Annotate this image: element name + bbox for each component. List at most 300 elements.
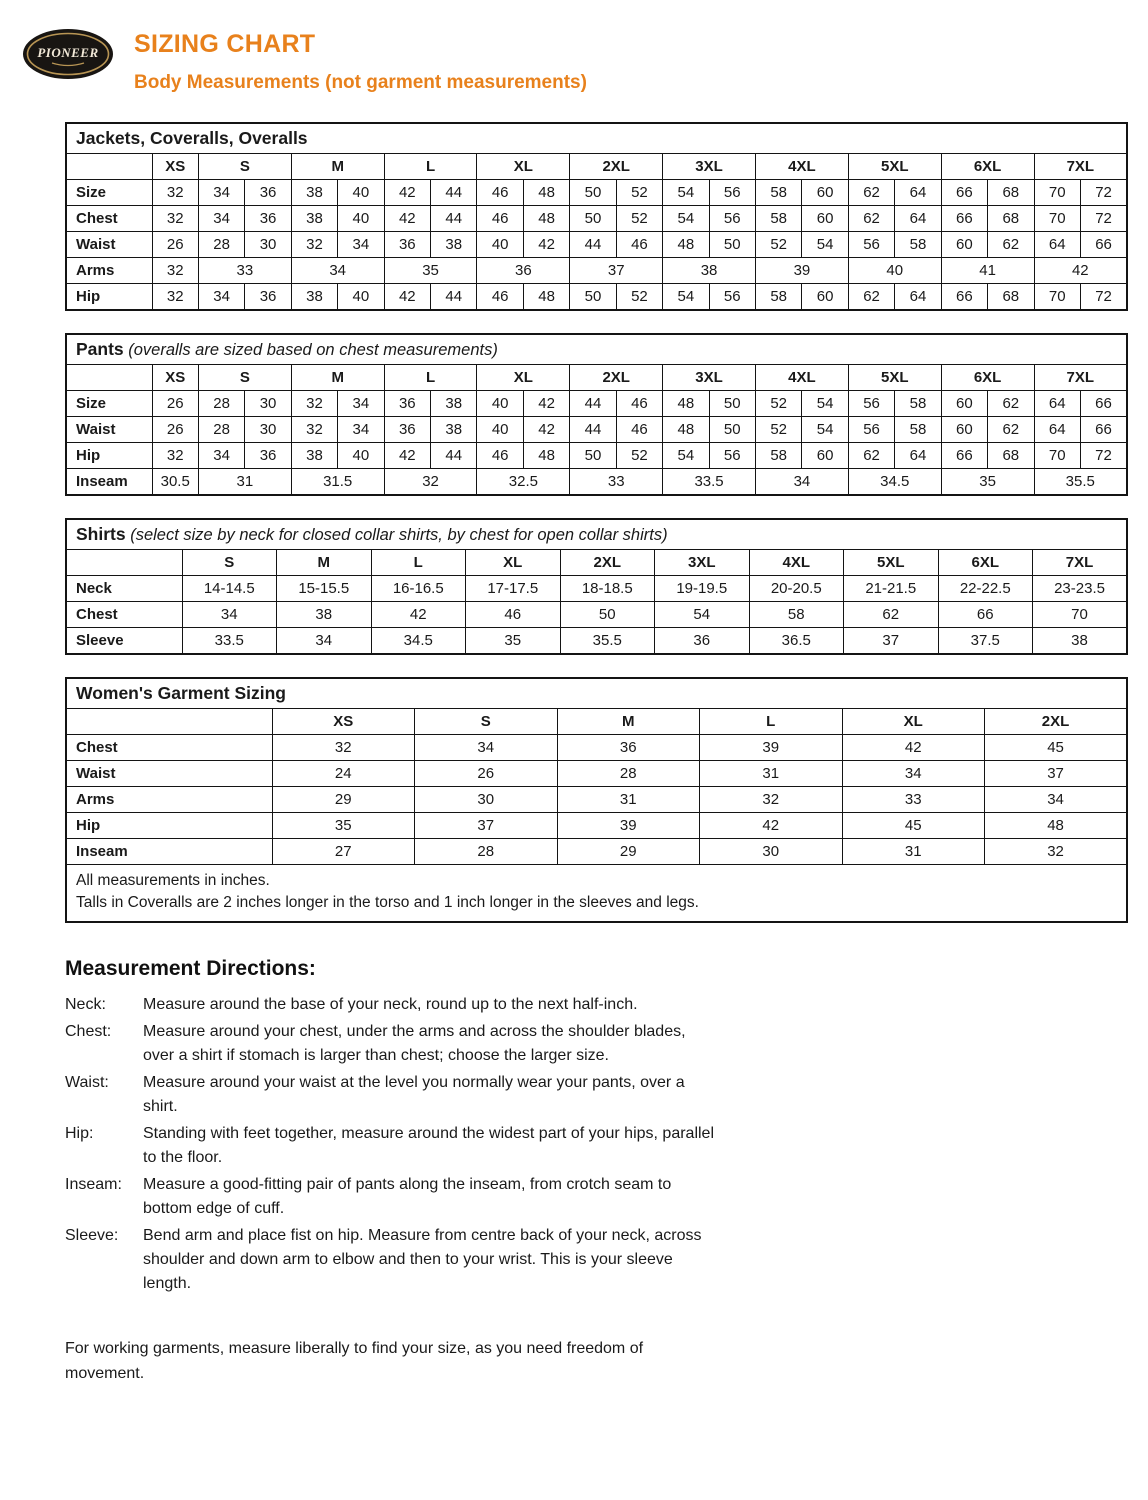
measurement-cell: 56 — [848, 391, 894, 417]
measurement-cell: 31 — [557, 787, 700, 813]
measurement-cell: 48 — [523, 180, 569, 206]
measurement-cell: 70 — [1034, 443, 1080, 469]
measurement-cell: 23-23.5 — [1033, 576, 1128, 602]
measurement-cell: 42 — [700, 813, 843, 839]
measurement-cell: 32 — [152, 258, 198, 284]
size-column-header: M — [291, 154, 384, 180]
measurement-cell: 38 — [291, 443, 337, 469]
measurement-cell: 30.5 — [152, 469, 198, 496]
measurement-cell: 68 — [988, 180, 1034, 206]
row-label: Sleeve — [66, 628, 182, 655]
measurement-cell: 50 — [709, 417, 755, 443]
measurement-cell: 46 — [616, 417, 662, 443]
measurement-cell: 40 — [477, 417, 523, 443]
row-label: Size — [66, 180, 152, 206]
row-label: Waist — [66, 232, 152, 258]
measurement-cell: 48 — [523, 284, 569, 311]
direction-text: Measure a good-fitting pair of pants along the inseam, from crotch seam to bottom edge of cuff. — [143, 1176, 672, 1217]
measurement-cell: 30 — [415, 787, 558, 813]
measurement-cell: 68 — [988, 284, 1034, 311]
measurement-cell: 64 — [895, 443, 941, 469]
corner-cell — [66, 709, 272, 735]
table-title-text: Pants — [76, 339, 124, 359]
measurement-cell: 64 — [895, 206, 941, 232]
measurement-cell: 32.5 — [477, 469, 570, 496]
measurement-cell: 70 — [1033, 602, 1128, 628]
measurement-cell: 32 — [700, 787, 843, 813]
measurement-cell: 32 — [384, 469, 477, 496]
size-column-header: 4XL — [755, 365, 848, 391]
size-column-header: 3XL — [655, 550, 750, 576]
pants-table — [65, 333, 1128, 496]
size-column-header: 7XL — [1034, 365, 1127, 391]
measurement-cell: 36 — [245, 284, 291, 311]
row-label: Chest — [66, 735, 272, 761]
measurement-cell: 50 — [570, 206, 616, 232]
table-footnote-line: Talls in Coveralls are 2 inches longer in the torso and 1 inch longer in the sleeves and legs. — [76, 894, 699, 911]
measurement-cell: 39 — [755, 258, 848, 284]
direction-term: Waist: — [65, 1074, 109, 1091]
measurement-cell: 68 — [988, 443, 1034, 469]
measurement-cell: 66 — [1080, 417, 1127, 443]
measurement-cell: 60 — [941, 391, 987, 417]
direction-text: Standing with feet together, measure around the widest part of your hips, parallel to the floor. — [143, 1125, 715, 1166]
measurement-cell: 36 — [245, 443, 291, 469]
measurement-cell: 35.5 — [1034, 469, 1127, 496]
size-column-header: S — [198, 365, 291, 391]
row-label: Waist — [66, 417, 152, 443]
corner-cell — [66, 550, 182, 576]
size-column-header: S — [198, 154, 291, 180]
size-column-header: S — [182, 550, 277, 576]
row-label: Hip — [66, 813, 272, 839]
table-title-text: Jackets, Coveralls, Overalls — [76, 128, 308, 148]
measurement-cell: 37 — [844, 628, 939, 655]
size-column-header: 3XL — [663, 365, 756, 391]
measurement-cell: 30 — [245, 417, 291, 443]
measurement-cell: 66 — [941, 180, 987, 206]
measurement-cell: 70 — [1034, 284, 1080, 311]
table-title — [66, 519, 1127, 550]
measurement-cell: 32 — [152, 443, 198, 469]
logo-text: PIONEER — [37, 45, 99, 60]
size-column-header: XS — [152, 154, 198, 180]
measurement-cell: 35 — [941, 469, 1034, 496]
measurement-cell: 70 — [1034, 180, 1080, 206]
measurement-cell: 54 — [663, 284, 709, 311]
size-column-header: L — [384, 154, 477, 180]
measurement-cell: 33 — [198, 258, 291, 284]
measurement-cell: 31.5 — [291, 469, 384, 496]
shirts-table — [65, 518, 1128, 655]
measurement-cell: 28 — [198, 391, 244, 417]
measurement-cell: 50 — [560, 602, 655, 628]
measurement-cell: 46 — [477, 443, 523, 469]
measurement-cell: 34 — [985, 787, 1128, 813]
row-label: Arms — [66, 258, 152, 284]
measurement-cell: 52 — [755, 391, 801, 417]
measurement-cell: 19-19.5 — [655, 576, 750, 602]
measurement-cell: 34 — [338, 391, 384, 417]
measurement-cell: 30 — [245, 232, 291, 258]
measurement-cell: 40 — [477, 232, 523, 258]
table-title — [66, 123, 1127, 154]
measurement-cell: 40 — [848, 258, 941, 284]
measurement-cell: 48 — [523, 443, 569, 469]
measurement-cell: 46 — [477, 180, 523, 206]
womens-garment-sizing-table — [65, 677, 1128, 923]
measurement-cell: 45 — [842, 813, 985, 839]
size-column-header: 6XL — [938, 550, 1033, 576]
measurement-cell: 56 — [709, 443, 755, 469]
measurement-cell: 36 — [477, 258, 570, 284]
measurement-cell: 48 — [523, 206, 569, 232]
measurement-cell: 32 — [291, 391, 337, 417]
corner-cell — [66, 365, 152, 391]
measurement-cell: 20-20.5 — [749, 576, 844, 602]
measurement-cell: 22-22.5 — [938, 576, 1033, 602]
measurement-cell: 62 — [844, 602, 939, 628]
measurement-cell: 58 — [895, 417, 941, 443]
size-column-header: 5XL — [844, 550, 939, 576]
measurement-cell: 62 — [848, 180, 894, 206]
measurement-cell: 58 — [755, 206, 801, 232]
measurement-cell: 38 — [431, 232, 477, 258]
measurement-cell: 37 — [570, 258, 663, 284]
measurement-cell: 54 — [802, 391, 848, 417]
measurement-cell: 27 — [272, 839, 415, 865]
size-column-header: 4XL — [749, 550, 844, 576]
measurement-cell: 32 — [272, 735, 415, 761]
measurement-cell: 56 — [709, 180, 755, 206]
measurement-cell: 60 — [802, 284, 848, 311]
size-column-header: 4XL — [755, 154, 848, 180]
measurement-cell: 29 — [557, 839, 700, 865]
measurement-cell: 52 — [755, 417, 801, 443]
measurement-cell: 34 — [198, 443, 244, 469]
measurement-cell: 32 — [291, 232, 337, 258]
size-column-header: M — [291, 365, 384, 391]
measurement-cell: 26 — [152, 417, 198, 443]
measurement-cell: 32 — [985, 839, 1128, 865]
measurement-cell: 34 — [338, 232, 384, 258]
table-title-text: Women's Garment Sizing — [76, 683, 286, 703]
measurement-cell: 38 — [1033, 628, 1128, 655]
measurement-cell: 39 — [557, 813, 700, 839]
measurement-cell: 42 — [523, 391, 569, 417]
measurement-cell: 46 — [477, 284, 523, 311]
measurement-cell: 62 — [848, 206, 894, 232]
measurement-cell: 42 — [1034, 258, 1127, 284]
direction-item — [65, 1173, 1126, 1221]
table-title-text: Shirts — [76, 524, 126, 544]
size-column-header: 3XL — [663, 154, 756, 180]
direction-text: Bend arm and place fist on hip. Measure from centre back of your neck, across shoulder and down arm to elbow and then to your wrist. This is your sleeve length. — [143, 1227, 702, 1292]
size-column-header: 2XL — [560, 550, 655, 576]
direction-item — [65, 1224, 1126, 1296]
measurement-cell: 33 — [842, 787, 985, 813]
measurement-cell: 34 — [842, 761, 985, 787]
measurement-cell: 34.5 — [848, 469, 941, 496]
measurement-cell: 30 — [245, 391, 291, 417]
row-label: Inseam — [66, 469, 152, 496]
row-label: Hip — [66, 443, 152, 469]
size-column-header: S — [415, 709, 558, 735]
size-column-header: 2XL — [985, 709, 1128, 735]
measurement-cell: 31 — [700, 761, 843, 787]
measurement-cell: 14-14.5 — [182, 576, 277, 602]
measurement-cell: 31 — [842, 839, 985, 865]
measurement-cell: 58 — [749, 602, 844, 628]
measurement-cell: 52 — [616, 206, 662, 232]
measurement-cell: 50 — [709, 232, 755, 258]
measurement-cell: 54 — [802, 232, 848, 258]
measurement-cell: 34 — [755, 469, 848, 496]
measurement-cell: 54 — [663, 180, 709, 206]
size-column-header: 5XL — [848, 154, 941, 180]
measurement-cell: 72 — [1080, 284, 1127, 311]
measurement-cell: 48 — [663, 391, 709, 417]
measurement-cell: 46 — [466, 602, 561, 628]
measurement-cell: 66 — [1080, 232, 1127, 258]
measurement-cell: 38 — [291, 206, 337, 232]
row-label: Waist — [66, 761, 272, 787]
measurement-cell: 16-16.5 — [371, 576, 466, 602]
size-column-header: M — [557, 709, 700, 735]
measurement-cell: 64 — [895, 180, 941, 206]
measurement-cell: 38 — [277, 602, 372, 628]
measurement-cell: 46 — [616, 391, 662, 417]
direction-term: Hip: — [65, 1125, 94, 1142]
measurement-cell: 40 — [477, 391, 523, 417]
measurement-cell: 58 — [895, 232, 941, 258]
measurement-cell: 45 — [985, 735, 1128, 761]
measurement-cell: 33 — [570, 469, 663, 496]
measurement-cell: 50 — [570, 284, 616, 311]
measurement-cell: 28 — [198, 417, 244, 443]
measurement-directions-section — [65, 957, 1126, 1386]
measurement-cell: 64 — [895, 284, 941, 311]
measurement-cell: 26 — [152, 232, 198, 258]
measurement-cell: 42 — [384, 443, 430, 469]
measurement-cell: 48 — [663, 417, 709, 443]
measurement-cell: 44 — [431, 180, 477, 206]
size-column-header: 7XL — [1034, 154, 1127, 180]
measurement-cell: 40 — [338, 443, 384, 469]
row-label: Inseam — [66, 839, 272, 865]
measurement-cell: 34 — [415, 735, 558, 761]
measurement-cell: 66 — [938, 602, 1033, 628]
size-column-header: L — [384, 365, 477, 391]
measurement-cell: 34 — [182, 602, 277, 628]
measurement-cell: 33.5 — [182, 628, 277, 655]
measurement-cell: 38 — [291, 180, 337, 206]
measurement-cell: 34 — [338, 417, 384, 443]
direction-text: Measure around the base of your neck, round up to the next half-inch. — [143, 996, 638, 1013]
table-title-note: (select size by neck for closed collar shirts, by chest for open collar shirts) — [125, 526, 668, 544]
row-label: Arms — [66, 787, 272, 813]
measurement-cell: 54 — [663, 206, 709, 232]
measurement-cell: 50 — [709, 391, 755, 417]
size-column-header: XS — [152, 365, 198, 391]
measurement-cell: 40 — [338, 206, 384, 232]
measurement-cell: 32 — [152, 206, 198, 232]
row-label: Hip — [66, 284, 152, 311]
table-footnote — [66, 865, 1127, 923]
measurement-cell: 58 — [895, 391, 941, 417]
size-column-header: 7XL — [1033, 550, 1128, 576]
measurement-cell: 56 — [848, 417, 894, 443]
measurement-cell: 15-15.5 — [277, 576, 372, 602]
measurement-cell: 56 — [848, 232, 894, 258]
measurement-cell: 30 — [700, 839, 843, 865]
measurement-cell: 26 — [152, 391, 198, 417]
table-title-note: (overalls are sized based on chest measurements) — [123, 341, 498, 359]
measurement-cell: 17-17.5 — [466, 576, 561, 602]
size-column-header: 5XL — [848, 365, 941, 391]
measurement-cell: 34 — [277, 628, 372, 655]
measurement-cell: 36 — [384, 232, 430, 258]
measurement-cell: 58 — [755, 180, 801, 206]
measurement-cell: 66 — [941, 284, 987, 311]
measurement-cell: 38 — [431, 391, 477, 417]
measurement-cell: 38 — [291, 284, 337, 311]
measurement-cell: 62 — [848, 284, 894, 311]
measurement-cell: 52 — [616, 443, 662, 469]
measurement-cell: 42 — [842, 735, 985, 761]
measurement-cell: 68 — [988, 206, 1034, 232]
measurement-cell: 35 — [466, 628, 561, 655]
measurement-cell: 58 — [755, 443, 801, 469]
measurement-cell: 44 — [570, 391, 616, 417]
measurement-cell: 56 — [709, 206, 755, 232]
measurement-cell: 70 — [1034, 206, 1080, 232]
table-footnote-line: All measurements in inches. — [76, 872, 270, 889]
measurement-cell: 54 — [802, 417, 848, 443]
measurement-cell: 62 — [988, 232, 1034, 258]
directions-title: Measurement Directions: — [65, 957, 316, 980]
measurement-cell: 37 — [415, 813, 558, 839]
size-column-header: 2XL — [570, 154, 663, 180]
direction-term: Neck: — [65, 996, 106, 1013]
measurement-cell: 36 — [655, 628, 750, 655]
jackets-coveralls-overalls-table — [65, 122, 1128, 311]
row-label: Size — [66, 391, 152, 417]
measurement-cell: 31 — [198, 469, 291, 496]
direction-term: Chest: — [65, 1023, 112, 1040]
measurement-cell: 72 — [1080, 180, 1127, 206]
measurement-cell: 26 — [415, 761, 558, 787]
directions-list — [65, 993, 1126, 1296]
measurement-cell: 18-18.5 — [560, 576, 655, 602]
size-column-header: 2XL — [570, 365, 663, 391]
measurement-cell: 32 — [152, 284, 198, 311]
row-label: Neck — [66, 576, 182, 602]
measurement-cell: 36 — [245, 206, 291, 232]
measurement-cell: 29 — [272, 787, 415, 813]
measurement-cell: 50 — [570, 443, 616, 469]
measurement-cell: 52 — [755, 232, 801, 258]
measurement-cell: 21-21.5 — [844, 576, 939, 602]
measurement-cell: 40 — [338, 284, 384, 311]
measurement-cell: 64 — [1034, 232, 1080, 258]
measurement-cell: 72 — [1080, 206, 1127, 232]
measurement-cell: 44 — [431, 206, 477, 232]
measurement-cell: 44 — [431, 443, 477, 469]
row-label: Chest — [66, 206, 152, 232]
measurement-cell: 62 — [988, 391, 1034, 417]
measurement-cell: 46 — [477, 206, 523, 232]
measurement-cell: 52 — [616, 284, 662, 311]
measurement-cell: 38 — [431, 417, 477, 443]
measurement-cell: 42 — [384, 180, 430, 206]
header — [22, 26, 1126, 94]
measurement-cell: 42 — [523, 232, 569, 258]
measurement-cell: 32 — [291, 417, 337, 443]
measurement-cell: 24 — [272, 761, 415, 787]
measurement-cell: 66 — [1080, 391, 1127, 417]
measurement-cell: 37.5 — [938, 628, 1033, 655]
size-column-header: XL — [466, 550, 561, 576]
direction-item — [65, 993, 1126, 1017]
page-subtitle: Body Measurements (not garment measurements) — [134, 72, 587, 93]
measurement-cell: 66 — [941, 443, 987, 469]
measurement-cell: 54 — [663, 443, 709, 469]
fit-advice-note: For working garments, measure liberally to find your size, as you need freedom of movement. — [65, 1340, 644, 1382]
measurement-cell: 66 — [941, 206, 987, 232]
measurement-cell: 52 — [616, 180, 662, 206]
measurement-cell: 56 — [709, 284, 755, 311]
measurement-cell: 42 — [384, 284, 430, 311]
size-column-header: L — [700, 709, 843, 735]
measurement-cell: 36 — [384, 417, 430, 443]
measurement-cell: 60 — [802, 180, 848, 206]
measurement-cell: 36 — [245, 180, 291, 206]
size-column-header: XS — [272, 709, 415, 735]
measurement-cell: 62 — [988, 417, 1034, 443]
row-label: Chest — [66, 602, 182, 628]
table-title — [66, 678, 1127, 709]
measurement-cell: 36 — [384, 391, 430, 417]
measurement-cell: 44 — [431, 284, 477, 311]
measurement-cell: 46 — [616, 232, 662, 258]
corner-cell — [66, 154, 152, 180]
page-title: SIZING CHART — [134, 30, 316, 58]
size-column-header: XL — [477, 365, 570, 391]
measurement-cell: 48 — [663, 232, 709, 258]
direction-item — [65, 1071, 1126, 1119]
measurement-cell: 60 — [802, 443, 848, 469]
size-column-header: 6XL — [941, 154, 1034, 180]
measurement-cell: 48 — [985, 813, 1128, 839]
measurement-cell: 64 — [1034, 391, 1080, 417]
measurement-cell: 60 — [941, 417, 987, 443]
pioneer-logo — [22, 28, 114, 80]
measurement-cell: 40 — [338, 180, 384, 206]
size-column-header: 6XL — [941, 365, 1034, 391]
measurement-cell: 38 — [663, 258, 756, 284]
measurement-cell: 34.5 — [371, 628, 466, 655]
size-column-header: XL — [477, 154, 570, 180]
size-column-header: M — [277, 550, 372, 576]
measurement-cell: 42 — [523, 417, 569, 443]
measurement-cell: 35 — [272, 813, 415, 839]
measurement-cell: 34 — [291, 258, 384, 284]
measurement-cell: 54 — [655, 602, 750, 628]
measurement-cell: 42 — [371, 602, 466, 628]
measurement-cell: 34 — [198, 284, 244, 311]
measurement-cell: 33.5 — [663, 469, 756, 496]
